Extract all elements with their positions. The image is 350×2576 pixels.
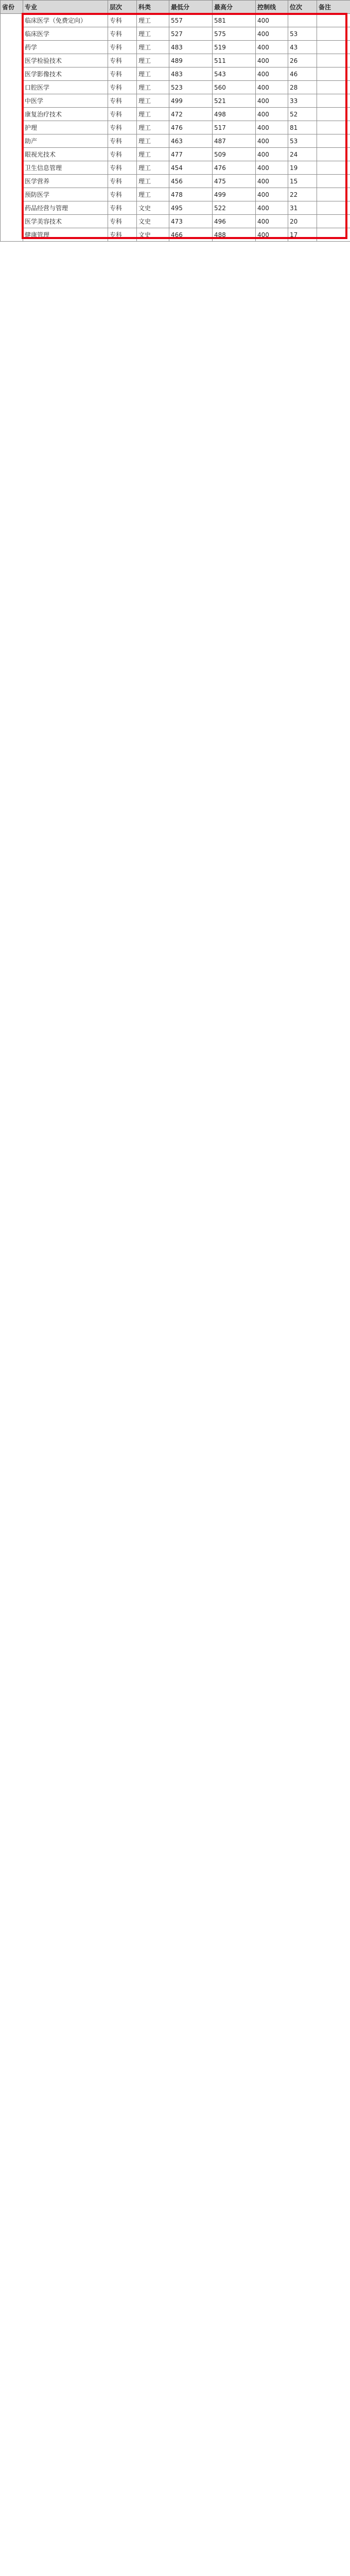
table-row — [1, 54, 350, 67]
cell-level: 专科 — [108, 54, 137, 67]
cell-type: 文史 — [137, 201, 169, 215]
cell-type: 理工 — [137, 161, 169, 175]
table-row — [1, 188, 350, 201]
cell-rank: 46 — [288, 67, 317, 81]
cell-type: 文史 — [137, 228, 169, 242]
cell-major: 眼视光技术 — [23, 148, 108, 161]
cell-max-score: 519 — [213, 41, 256, 54]
cell-max-score: 511 — [213, 54, 256, 67]
cell-note — [317, 188, 350, 201]
cell-rank: 52 — [288, 108, 317, 121]
cell-max-score: 488 — [213, 228, 256, 242]
table-row — [1, 201, 350, 215]
cell-note — [317, 228, 350, 242]
cell-rank: 53 — [288, 27, 317, 41]
table-row — [1, 161, 350, 175]
cell-control-line: 400 — [256, 215, 288, 228]
cell-control-line: 400 — [256, 94, 288, 108]
cell-rank — [288, 14, 317, 27]
cell-type: 理工 — [137, 108, 169, 121]
cell-min-score: 499 — [169, 94, 213, 108]
cell-major: 健康管理 — [23, 228, 108, 242]
cell-min-score: 523 — [169, 81, 213, 94]
cell-note — [317, 134, 350, 148]
cell-major: 助产 — [23, 134, 108, 148]
table-row — [1, 175, 350, 188]
cell-max-score: 498 — [213, 108, 256, 121]
cell-level: 专科 — [108, 67, 137, 81]
score-table — [0, 0, 350, 242]
header-max-score: 最高分 — [213, 1, 256, 14]
cell-type: 理工 — [137, 94, 169, 108]
cell-level: 专科 — [108, 215, 137, 228]
header-rank: 位次 — [288, 1, 317, 14]
cell-type: 理工 — [137, 81, 169, 94]
cell-note — [317, 14, 350, 27]
cell-control-line: 400 — [256, 228, 288, 242]
cell-control-line: 400 — [256, 108, 288, 121]
cell-major: 医学检验技术 — [23, 54, 108, 67]
cell-note — [317, 81, 350, 94]
cell-level: 专科 — [108, 161, 137, 175]
cell-level: 专科 — [108, 94, 137, 108]
cell-rank: 31 — [288, 201, 317, 215]
cell-level: 专科 — [108, 41, 137, 54]
cell-min-score: 472 — [169, 108, 213, 121]
cell-rank: 15 — [288, 175, 317, 188]
cell-control-line: 400 — [256, 54, 288, 67]
cell-note — [317, 161, 350, 175]
cell-type: 理工 — [137, 14, 169, 27]
cell-rank: 17 — [288, 228, 317, 242]
cell-level: 专科 — [108, 81, 137, 94]
header-province: 省份 — [1, 1, 23, 14]
cell-type: 文史 — [137, 215, 169, 228]
cell-rank: 26 — [288, 54, 317, 67]
cell-major: 药学 — [23, 41, 108, 54]
cell-level: 专科 — [108, 188, 137, 201]
cell-control-line: 400 — [256, 14, 288, 27]
cell-type: 理工 — [137, 175, 169, 188]
table-row — [1, 148, 350, 161]
cell-major: 医学美容技术 — [23, 215, 108, 228]
cell-type: 理工 — [137, 67, 169, 81]
cell-note — [317, 148, 350, 161]
cell-max-score: 521 — [213, 94, 256, 108]
cell-major: 口腔医学 — [23, 81, 108, 94]
cell-rank: 19 — [288, 161, 317, 175]
cell-major: 药品经营与管理 — [23, 201, 108, 215]
cell-min-score: 466 — [169, 228, 213, 242]
cell-min-score: 476 — [169, 121, 213, 134]
cell-level: 专科 — [108, 27, 137, 41]
table-row — [1, 81, 350, 94]
table-row — [1, 67, 350, 81]
header-min-score: 最低分 — [169, 1, 213, 14]
cell-control-line: 400 — [256, 81, 288, 94]
cell-note — [317, 67, 350, 81]
cell-type: 理工 — [137, 188, 169, 201]
cell-control-line: 400 — [256, 134, 288, 148]
cell-rank: 22 — [288, 188, 317, 201]
cell-type: 理工 — [137, 27, 169, 41]
cell-max-score: 475 — [213, 175, 256, 188]
table-row — [1, 228, 350, 242]
cell-level: 专科 — [108, 148, 137, 161]
cell-min-score: 495 — [169, 201, 213, 215]
cell-min-score: 473 — [169, 215, 213, 228]
table-row — [1, 14, 350, 27]
cell-major: 康复治疗技术 — [23, 108, 108, 121]
cell-note — [317, 201, 350, 215]
cell-note — [317, 175, 350, 188]
table-row — [1, 108, 350, 121]
cell-max-score: 560 — [213, 81, 256, 94]
cell-min-score: 456 — [169, 175, 213, 188]
cell-min-score: 557 — [169, 14, 213, 27]
table-row — [1, 134, 350, 148]
cell-major: 预防医学 — [23, 188, 108, 201]
table-header-row — [1, 1, 350, 14]
cell-major: 临床医学（免费定向） — [23, 14, 108, 27]
header-major: 专业 — [23, 1, 108, 14]
cell-rank: 20 — [288, 215, 317, 228]
cell-max-score: 581 — [213, 14, 256, 27]
cell-min-score: 477 — [169, 148, 213, 161]
cell-major: 卫生信息管理 — [23, 161, 108, 175]
table-row — [1, 121, 350, 134]
cell-note — [317, 121, 350, 134]
table-row — [1, 41, 350, 54]
header-type: 科类 — [137, 1, 169, 14]
table-row — [1, 215, 350, 228]
cell-type: 理工 — [137, 41, 169, 54]
score-table-body — [1, 14, 350, 242]
cell-control-line: 400 — [256, 161, 288, 175]
cell-type: 理工 — [137, 54, 169, 67]
cell-note — [317, 27, 350, 41]
cell-control-line: 400 — [256, 175, 288, 188]
cell-min-score: 483 — [169, 67, 213, 81]
cell-control-line: 400 — [256, 41, 288, 54]
cell-level: 专科 — [108, 14, 137, 27]
cell-type: 理工 — [137, 134, 169, 148]
cell-control-line: 400 — [256, 121, 288, 134]
cell-level: 专科 — [108, 175, 137, 188]
header-level: 层次 — [108, 1, 137, 14]
cell-control-line: 400 — [256, 27, 288, 41]
cell-major: 医学营养 — [23, 175, 108, 188]
header-control-line: 控制线 — [256, 1, 288, 14]
cell-major: 中医学 — [23, 94, 108, 108]
cell-control-line: 400 — [256, 201, 288, 215]
cell-type: 理工 — [137, 148, 169, 161]
cell-max-score: 543 — [213, 67, 256, 81]
cell-control-line: 400 — [256, 67, 288, 81]
cell-province — [1, 14, 23, 242]
cell-max-score: 575 — [213, 27, 256, 41]
cell-level: 专科 — [108, 108, 137, 121]
cell-type: 理工 — [137, 121, 169, 134]
cell-rank: 28 — [288, 81, 317, 94]
cell-note — [317, 54, 350, 67]
table-row — [1, 27, 350, 41]
cell-control-line: 400 — [256, 188, 288, 201]
cell-rank: 53 — [288, 134, 317, 148]
cell-level: 专科 — [108, 228, 137, 242]
cell-max-score: 487 — [213, 134, 256, 148]
cell-max-score: 522 — [213, 201, 256, 215]
cell-min-score: 454 — [169, 161, 213, 175]
cell-major: 护理 — [23, 121, 108, 134]
cell-rank: 43 — [288, 41, 317, 54]
cell-note — [317, 94, 350, 108]
header-note: 备注 — [317, 1, 350, 14]
cell-min-score: 478 — [169, 188, 213, 201]
cell-min-score: 527 — [169, 27, 213, 41]
cell-control-line: 400 — [256, 148, 288, 161]
cell-max-score: 509 — [213, 148, 256, 161]
cell-major: 医学影像技术 — [23, 67, 108, 81]
cell-max-score: 517 — [213, 121, 256, 134]
cell-max-score: 476 — [213, 161, 256, 175]
cell-rank: 33 — [288, 94, 317, 108]
cell-max-score: 496 — [213, 215, 256, 228]
cell-max-score: 499 — [213, 188, 256, 201]
cell-note — [317, 108, 350, 121]
cell-level: 专科 — [108, 201, 137, 215]
cell-note — [317, 215, 350, 228]
cell-rank: 24 — [288, 148, 317, 161]
cell-min-score: 463 — [169, 134, 213, 148]
cell-min-score: 489 — [169, 54, 213, 67]
cell-level: 专科 — [108, 121, 137, 134]
cell-min-score: 483 — [169, 41, 213, 54]
cell-major: 临床医学 — [23, 27, 108, 41]
table-row — [1, 94, 350, 108]
admission-score-sheet — [0, 0, 350, 242]
cell-note — [317, 41, 350, 54]
cell-level: 专科 — [108, 134, 137, 148]
cell-rank: 81 — [288, 121, 317, 134]
